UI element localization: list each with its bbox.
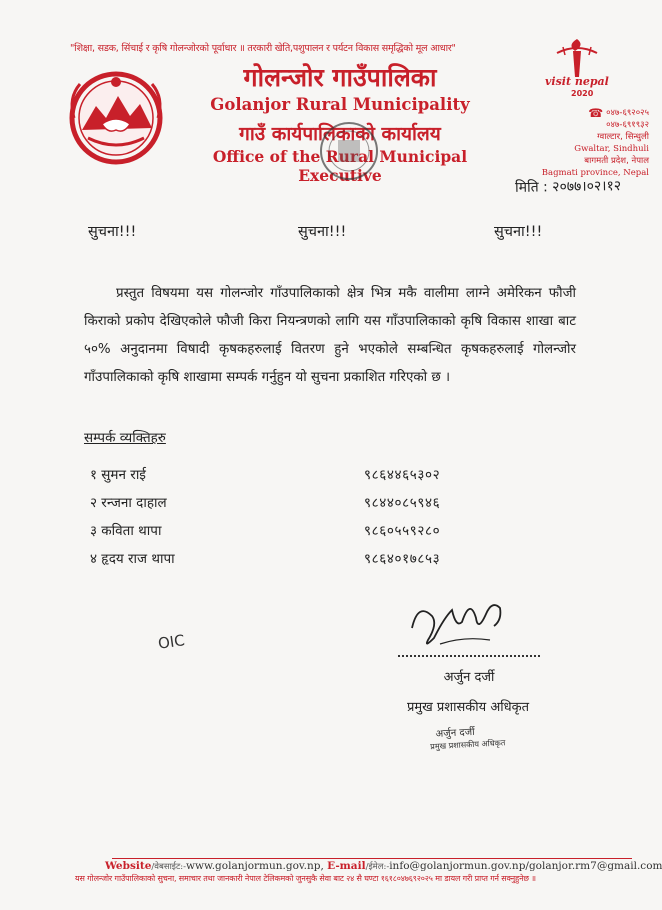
phone-icon: ☎ [588, 106, 604, 120]
contact-name: ३ कविता थापा [90, 523, 162, 539]
website-link[interactable]: www.golanjormun.gov.np [185, 860, 321, 872]
email-label: E-mail [327, 860, 366, 872]
notice-body-text: प्रस्तुत विषयमा यस गोलन्जोर गाँउपालिकाको क्षेत्र भित्र मकै वालीमा लाग्ने अमेरिकन फौजी किराको प्रकोप देखिएकोले फौजी किरा नियन्त्रणको लागि यस गाँउपालिकाको कृषि विकास शाखा बाट ५०% अनुदानमा विषादी कृषकहरुलाई वितरण हुने भएकोले सम्बन्धित कृषकहरुलाई गोलन्जोर गाँउपालिकाको कृषि शाखामा सम्पर्क गर्नुहुन यो सुचना प्रकाशित गरिएको छ । [84, 286, 576, 385]
website-label: Website [105, 860, 152, 872]
nepal-emblem-icon [66, 68, 166, 168]
contact-phone: ९८६४०१७८५३ [364, 551, 441, 567]
office-title-en: Office of the Rural Municipal Executive [212, 147, 468, 185]
footer-note: यस गोलन्जोर गाउँपालिकाको सुचना, समाचार तथा जानकारी नेपाल टेलिकमको जुनसुकै सेवा बाट २४ सै घण्टा १६१८०४७६९२०२५ मा डायल गरी प्राप्त गर्न सक्नुहुनेछ ॥ [75, 874, 536, 883]
place-en: Gwaltar, Sindhuli [574, 144, 649, 154]
visit-nepal-logo [535, 35, 625, 105]
municipality-title-en: Golanjor Rural Municipality [210, 95, 470, 114]
contact-phone: ९८६४४६५३०२ [364, 467, 441, 483]
signer-name: अर्जुन दर्जी [443, 670, 495, 685]
email-label-np: /ईमेल:- [365, 862, 390, 872]
header-slogan: "शिक्षा, सडक, सिंचाई र कृषि गोलन्जोरको पूर्वाधार ॥ तरकारी खेति,पशुपालन र पर्यटन विकास समृद्धिको मूल आधार" [70, 43, 456, 54]
contact-phone: ९८६०५५९२८० [364, 523, 441, 539]
notice-heading-right: सुचना!!! [494, 224, 543, 240]
signature-line [398, 655, 540, 657]
footer-web: Website/वेबसाईट:-www.golanjormun.gov.np, E-mail/ईमेल:-info@golanjormun.gov.np/golanjor.rm7@gmail.com [105, 860, 662, 872]
visit-nepal-text: visit nepal [545, 75, 609, 88]
signature-icon [404, 588, 514, 660]
email-link[interactable]: info@golanjormun.gov.np/golanjor.rm7@gmail.com [389, 860, 662, 872]
office-title-np: गाउँ कार्यपालिकाको कार्यालय [239, 123, 441, 145]
notice-body [84, 280, 576, 392]
stamp-title: प्रमुख प्रशासकीय अधिकृत [430, 738, 506, 752]
stamp-name: अर्जुन दर्जी [435, 726, 476, 740]
signer-title: प्रमुख प्रशासकीय अधिकृत [406, 700, 530, 715]
footer-rule [112, 858, 632, 859]
contact-name: ४ हृदय राज थापा [90, 551, 175, 567]
notice-heading-left: सुचना!!! [88, 224, 137, 240]
date-handwritten: मिति : २०७७।०२।१२ [514, 178, 622, 196]
name-stamp [427, 720, 519, 761]
phone-2: ०४७-६९१९३२ [606, 120, 649, 130]
contact-name: १ सुमन राई [90, 467, 146, 483]
notice-heading-center: सुचना!!! [298, 224, 347, 240]
phone-1: ०४७-६९२०२५ [606, 108, 649, 118]
place-np: ग्वाल्टार, सिन्धुली [597, 132, 649, 142]
visit-nepal-year: 2020 [571, 89, 594, 98]
contact-phone: ९८४४०८५९४६ [364, 495, 441, 511]
handwritten-oic: OIC [156, 631, 186, 653]
province-en: Bagmati province, Nepal [541, 168, 649, 178]
header-contact [534, 107, 649, 179]
province-np: बागमती प्रदेश, नेपाल [584, 156, 649, 166]
round-stamp-icon [318, 118, 380, 184]
contact-name: २ रन्जना दाहाल [90, 495, 167, 511]
municipality-title-np: गोलन्जोर गाउँपालिका [243, 63, 437, 92]
website-label-np: /वेबसाईट:- [151, 862, 186, 872]
contacts-heading: सम्पर्क व्यक्तिहरु [84, 430, 166, 446]
